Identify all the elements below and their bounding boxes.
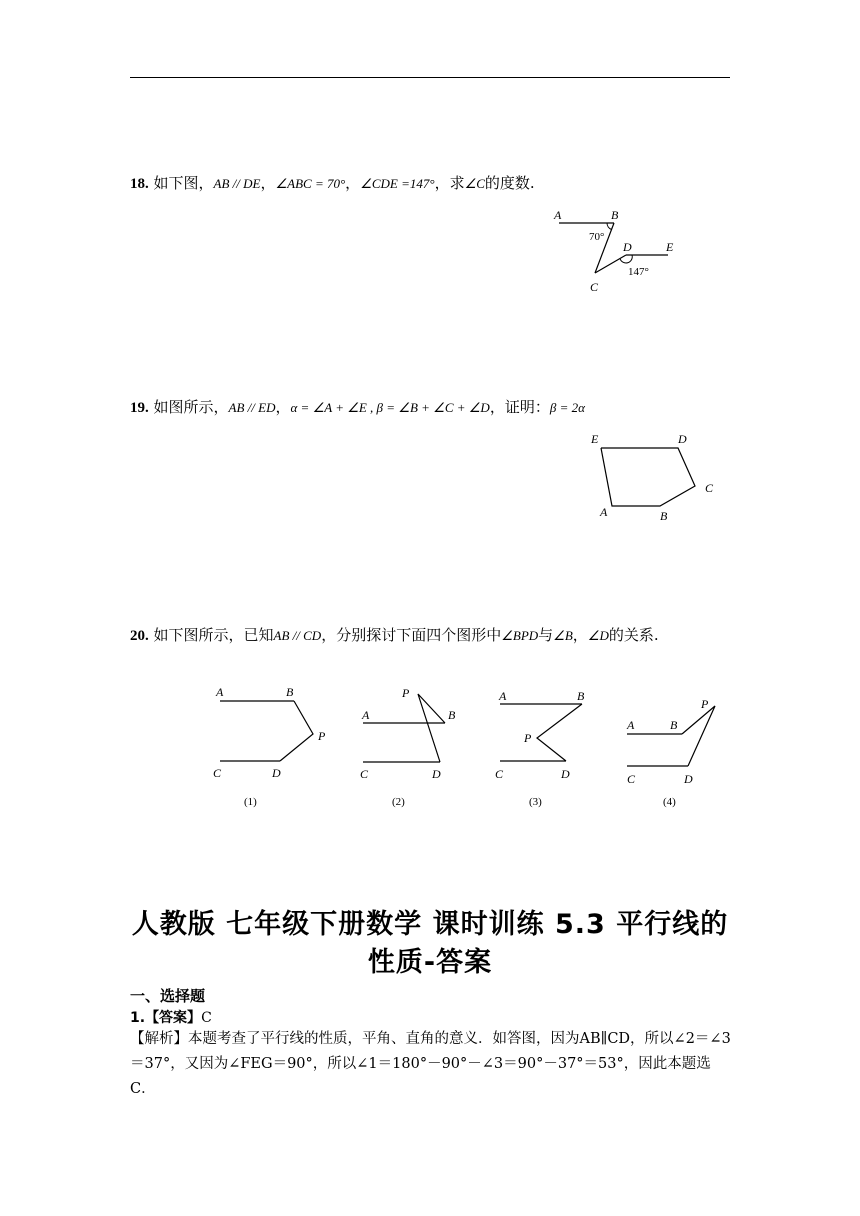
figure-20-3 [495,689,585,808]
figure-caption: (2) [392,796,405,808]
separator: ， [275,398,291,416]
item-number: 1. [130,1010,146,1026]
point-p-label: P [402,686,410,700]
angle-b-value: 70° [589,231,605,243]
section-heading: 一、选择题 [130,987,206,1005]
answer-line [130,1007,212,1029]
point-d-label: D [432,767,441,781]
point-c-label: C [213,766,222,780]
figure-caption: (3) [529,796,542,808]
math-expression: AB // CD [273,628,322,643]
point-b-label: B [577,689,585,703]
point-d-label: D [678,432,687,446]
math-expression: ∠D [587,628,609,643]
question-text: 如下图所示，已知 [148,626,274,644]
point-d-label: D [272,766,281,780]
analysis-paragraph [130,1027,734,1102]
answer-tag: 【答案】 [145,1010,202,1026]
answer-value: C [201,1010,212,1026]
point-d-label: D [684,772,693,786]
figure-18 [550,205,680,300]
angle-b-arc [607,223,612,230]
question-number: 18. [130,176,149,192]
path-bpd [418,694,445,762]
question-text: ，求 [434,174,465,192]
header-rule [130,77,730,78]
question-19 [130,394,585,421]
point-p-label: P [524,731,532,745]
point-a-label: A [554,208,562,222]
angle-d-value: 147° [628,266,649,278]
path-bpd [682,706,715,766]
point-c-label: C [627,772,636,786]
point-d-label: D [623,240,632,254]
point-p-label: P [318,729,326,743]
pentagon-edabc [601,448,695,506]
question-text: 如下图， [148,174,214,192]
analysis-text: 本题考查了平行线的性质，平角、直角的意义．如答图，因为AB∥CD，所以∠2＝∠3＝37°，又因为∠FEG＝90°，所以∠1＝180°－90°－∠3＝90°－37°＝53°，因此本题选 C． [130,1031,731,1097]
point-c-label: C [590,280,599,294]
path-bpd [537,704,582,761]
point-a-label: A [362,708,370,722]
figure-caption: (4) [663,796,676,808]
math-expression: ∠ABC = 70° [275,176,346,191]
question-number: 20. [130,628,149,644]
segment-cd [595,255,626,273]
point-a-label: A [627,718,635,732]
question-18 [130,170,535,197]
point-b-label: B [670,718,678,732]
figure-20-group [200,680,740,815]
figure-20-4 [626,697,715,808]
path-bpd [280,701,313,761]
question-text: ，分别探讨下面四个图形中 [321,626,502,644]
analysis-tag: 【解析】 [130,1031,188,1047]
math-expression: ∠C [464,176,485,191]
math-expression: ∠CDE =147° [360,176,435,191]
point-a-label: A [600,505,608,519]
figure-20-2 [360,686,456,808]
point-c-label: C [705,481,714,495]
point-b-label: B [448,708,456,722]
point-a-label: A [499,689,507,703]
point-p-label: P [701,697,709,711]
question-text: ，证明： [489,398,550,416]
math-expression: α = ∠A + ∠E , β = ∠B + ∠C + ∠D [290,400,490,415]
separator: ， [572,626,588,644]
point-b-label: B [611,208,619,222]
figure-caption: (1) [244,796,257,808]
point-b-label: B [286,685,294,699]
figure-20-1 [213,685,326,808]
point-c-label: C [360,767,369,781]
point-c-label: C [495,767,504,781]
separator: ， [260,174,276,192]
math-expression: ∠B [553,628,573,643]
point-b-label: B [660,509,668,523]
math-expression: AB // DE [213,176,261,191]
angle-d-arc [620,255,632,263]
question-text: 的度数. [484,174,535,192]
point-a-label: A [216,685,224,699]
point-d-label: D [561,767,570,781]
separator: ， [345,174,361,192]
point-e-label: E [666,240,674,254]
point-e-label: E [591,432,599,446]
question-text: 如图所示， [148,398,229,416]
math-expression: β = 2α [549,400,585,415]
question-number: 19. [130,400,149,416]
question-20 [130,622,732,649]
math-expression: ∠BPD [501,628,539,643]
answer-title: 人教版 七年级下册数学 课时训练 5.3 平行线的性质-答案 [131,909,729,978]
figure-19 [588,430,723,525]
question-text: 与 [538,626,554,644]
question-text: 的关系. [608,626,659,644]
math-expression: AB // ED [228,400,276,415]
